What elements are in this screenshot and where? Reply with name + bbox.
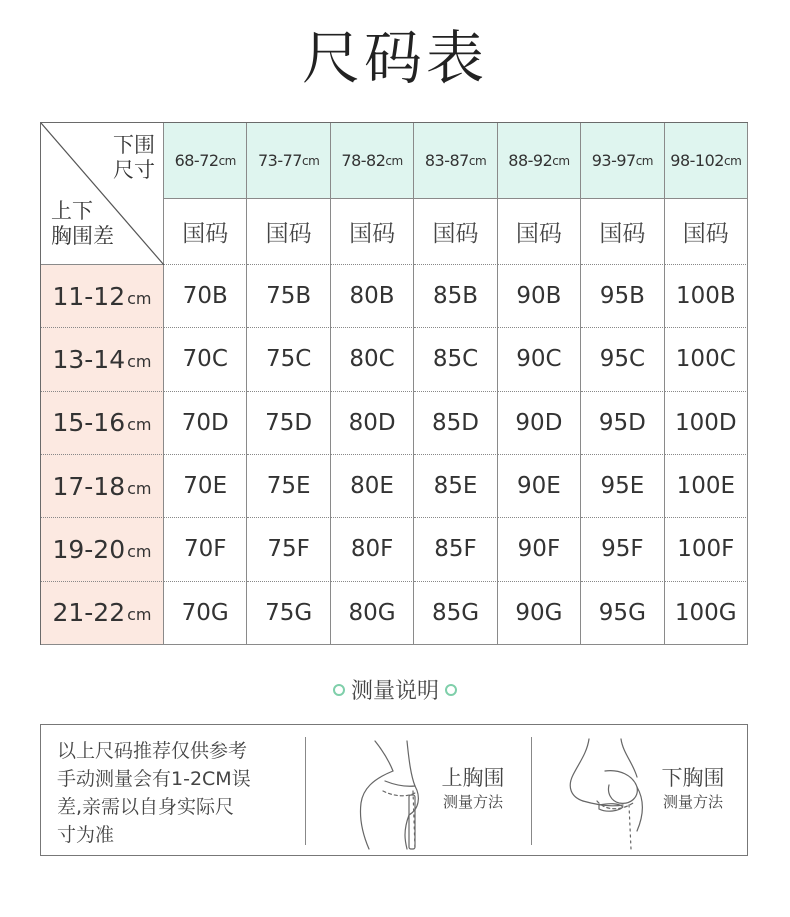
bust-difference-value: 19-20 <box>52 534 126 564</box>
size-cell: 95B <box>581 265 664 328</box>
size-cell: 85G <box>414 582 497 645</box>
underbust-range-header <box>581 123 664 199</box>
size-cell: 85F <box>414 518 497 581</box>
size-cell: 75C <box>247 328 330 391</box>
circle-bullet-icon <box>333 684 345 696</box>
size-cell: 85E <box>414 455 497 518</box>
page-title: 尺码表 <box>301 24 488 92</box>
bust-difference-unit: cm <box>127 605 152 625</box>
bust-difference-unit: cm <box>127 478 152 498</box>
corner-label-bust-difference <box>51 199 114 249</box>
size-cell: 85B <box>414 265 497 328</box>
corner-label-underbust <box>113 133 155 183</box>
size-cell: 90F <box>498 518 581 581</box>
size-cell: 100C <box>665 328 748 391</box>
note-line: 寸为准 <box>57 824 115 846</box>
size-cell: 100B <box>665 265 748 328</box>
range-value: 93-97 <box>591 151 636 170</box>
size-cell: 80F <box>331 518 414 581</box>
upper-bust-subtitle: 测量方法 <box>442 793 503 811</box>
divider <box>305 737 306 845</box>
note-line: 差,亲需以自身实际尺 <box>57 796 235 818</box>
note-line: 手动测量会有1-2CM误 <box>57 768 251 790</box>
bust-difference-cell <box>41 582 164 645</box>
bust-difference-unit: cm <box>127 541 152 561</box>
upper-bust-title: 上胸围 <box>441 766 505 790</box>
lower-bust-label <box>653 765 733 813</box>
size-cell: 100G <box>665 582 748 645</box>
size-cell: 70E <box>164 455 247 518</box>
size-cell: 100E <box>665 455 748 518</box>
size-cell: 70G <box>164 582 247 645</box>
range-value: 73-77 <box>257 151 302 170</box>
underbust-range-header <box>498 123 581 199</box>
national-size-label: 国码 <box>164 199 247 265</box>
size-cell: 90C <box>498 328 581 391</box>
measure-instructions-box <box>40 724 748 856</box>
range-unit: cm <box>723 153 742 168</box>
bust-difference-value: 21-22 <box>52 598 126 628</box>
size-cell: 75F <box>247 518 330 581</box>
size-cell: 70D <box>164 392 247 455</box>
size-cell: 90D <box>498 392 581 455</box>
size-cell: 85D <box>414 392 497 455</box>
underbust-range-header <box>331 123 414 199</box>
table-corner-header <box>41 123 164 265</box>
measure-note <box>57 737 307 849</box>
corner-top-line-1: 下围 <box>113 133 155 157</box>
bust-difference-value: 15-16 <box>52 408 126 438</box>
upper-bust-label <box>433 765 513 813</box>
bust-difference-cell <box>41 392 164 455</box>
corner-bottom-line-1: 上下 <box>51 199 93 223</box>
lower-bust-illustration-icon <box>549 731 659 851</box>
lower-bust-subtitle: 测量方法 <box>662 793 723 811</box>
bust-difference-value: 11-12 <box>52 281 126 311</box>
bust-difference-unit: cm <box>127 415 152 435</box>
national-size-label: 国码 <box>665 199 748 265</box>
measure-heading-text: 测量说明 <box>350 679 439 704</box>
size-cell: 90E <box>498 455 581 518</box>
size-cell: 70C <box>164 328 247 391</box>
size-cell: 70B <box>164 265 247 328</box>
underbust-range-header <box>414 123 497 199</box>
size-cell: 80G <box>331 582 414 645</box>
size-cell: 100F <box>665 518 748 581</box>
national-size-label: 国码 <box>247 199 330 265</box>
range-unit: cm <box>385 153 403 168</box>
size-cell: 90B <box>498 265 581 328</box>
size-table <box>40 122 748 645</box>
range-unit: cm <box>468 153 487 168</box>
bust-difference-value: 17-18 <box>52 471 126 501</box>
size-cell: 70F <box>164 518 247 581</box>
size-cell: 90G <box>498 582 581 645</box>
upper-bust-illustration-icon <box>323 731 433 851</box>
bust-difference-unit: cm <box>127 351 152 371</box>
bust-difference-cell <box>41 518 164 581</box>
corner-top-line-2: 尺寸 <box>113 158 155 182</box>
note-line: 以上尺码推荐仅供参考 <box>57 740 248 762</box>
range-unit: cm <box>552 153 570 168</box>
size-cell: 75G <box>247 582 330 645</box>
size-cell: 75E <box>247 455 330 518</box>
range-value: 83-87 <box>424 151 469 170</box>
size-cell: 95D <box>581 392 664 455</box>
size-cell: 80E <box>331 455 414 518</box>
divider <box>531 737 532 845</box>
size-cell: 80D <box>331 392 414 455</box>
circle-bullet-icon <box>445 684 457 696</box>
underbust-range-header <box>247 123 330 199</box>
national-size-label: 国码 <box>581 199 664 265</box>
bust-difference-cell <box>41 328 164 391</box>
national-size-label: 国码 <box>498 199 581 265</box>
size-cell: 95C <box>581 328 664 391</box>
underbust-range-header <box>164 123 247 199</box>
size-cell: 75D <box>247 392 330 455</box>
size-cell: 95E <box>581 455 664 518</box>
size-cell: 95G <box>581 582 664 645</box>
range-unit: cm <box>301 153 320 168</box>
size-cell: 95F <box>581 518 664 581</box>
range-value: 68-72 <box>174 151 219 170</box>
bust-difference-cell <box>41 455 164 518</box>
underbust-range-header <box>665 123 748 199</box>
size-cell: 80B <box>331 265 414 328</box>
lower-bust-title: 下胸围 <box>661 766 725 790</box>
size-cell: 85C <box>414 328 497 391</box>
range-unit: cm <box>218 153 236 168</box>
size-cell: 100D <box>665 392 748 455</box>
range-value: 98-102 <box>670 151 724 170</box>
national-size-label: 国码 <box>331 199 414 265</box>
range-unit: cm <box>635 153 653 168</box>
corner-bottom-line-2: 胸围差 <box>51 224 114 248</box>
range-value: 78-82 <box>341 151 386 170</box>
national-size-label: 国码 <box>414 199 497 265</box>
range-value: 88-92 <box>508 151 553 170</box>
size-cell: 75B <box>247 265 330 328</box>
size-cell: 80C <box>331 328 414 391</box>
measure-heading <box>0 676 790 708</box>
bust-difference-unit: cm <box>127 288 152 308</box>
bust-difference-value: 13-14 <box>52 344 126 374</box>
bust-difference-cell <box>41 265 164 328</box>
